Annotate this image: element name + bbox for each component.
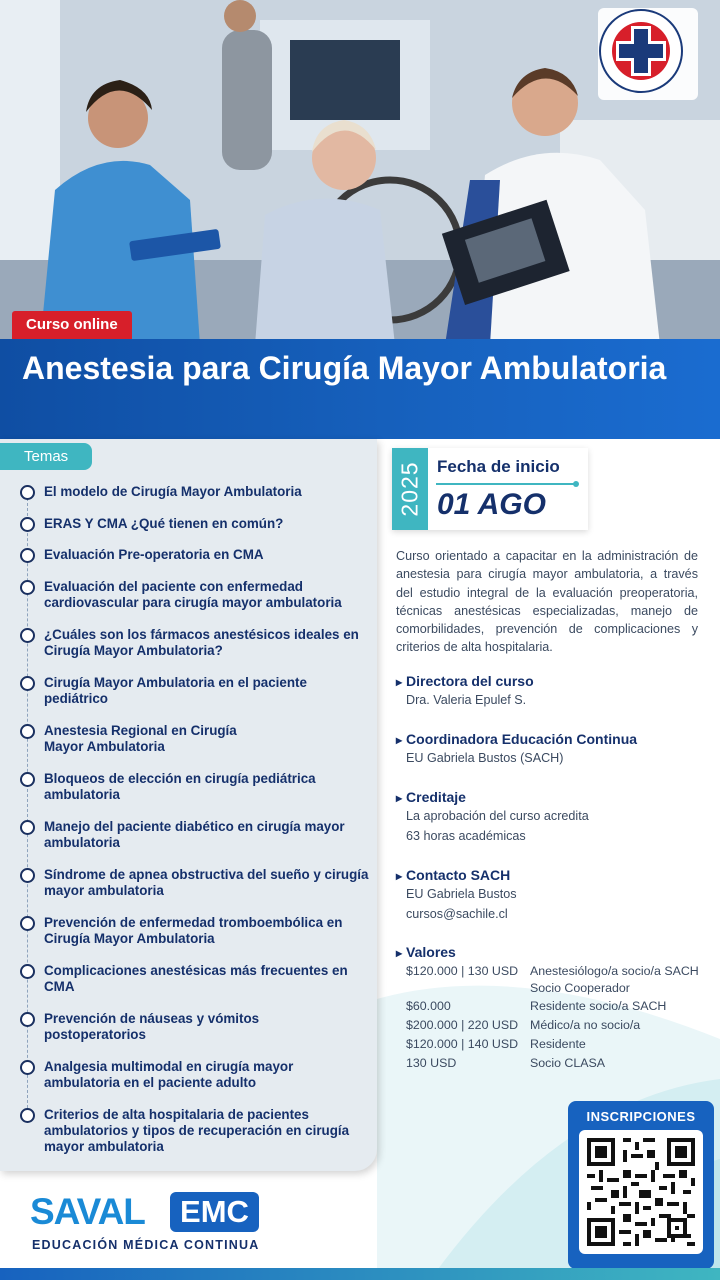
creditaje-line: La aprobación del curso acredita [406,809,589,823]
topic-item: Anestesia Regional en Cirugía Mayor Ambulatoria [20,723,370,755]
bullet-icon [20,1108,35,1123]
start-date-card [392,448,588,530]
bullet-icon [20,485,35,500]
creditaje-hours: 63 horas académicas [406,828,526,843]
topic-item: El modelo de Cirugía Mayor Ambulatoria [20,484,370,500]
coordinadora-heading: ▸ Coordinadora Educación Continua [396,730,716,749]
brand-emc: EMC [170,1192,259,1232]
inscripciones-label: INSCRIPCIONES [586,1109,696,1124]
year: 2025 [396,461,423,517]
topic-item: Cirugía Mayor Ambulatoria en el paciente pediátrico [20,675,370,707]
contacto-heading: ▸ Contacto SACH [396,866,716,885]
valores-heading: ▸ Valores [396,943,716,962]
contacto-section [396,866,716,924]
coordinadora-section [396,730,716,769]
bullet-icon [20,724,35,739]
sach-emblem-icon [598,8,684,94]
start-date-label: Fecha de inicio [437,457,560,476]
bullet-icon [20,580,35,595]
course-title: Anestesia para Cirugía Mayor Ambulatoria [22,350,667,386]
contacto-name: EU Gabriela Bustos [406,887,517,901]
bullet-icon [20,517,35,532]
bullet-icon [20,916,35,931]
topic-item: Síndrome de apnea obstructiva del sueño y cirugía mayor ambulatoria [20,867,370,899]
topic-item: ¿Cuáles son los fármacos anestésicos ideales en Cirugía Mayor Ambulatoria? [20,627,370,659]
topic-item: Bloqueos de elección en cirugía pediátrica ambulatoria [20,771,370,803]
directora-heading: ▸ Directora del curso [396,672,716,691]
bullet-icon [20,772,35,787]
contacto-email[interactable]: cursos@sachile.cl [406,906,508,921]
topic-item: Prevención de náuseas y vómitos postoperatorios [20,1011,370,1043]
topic-item: Manejo del paciente diabético en cirugía mayor ambulatoria [20,819,370,851]
sach-logo [598,8,698,100]
topic-item: Analgesia multimodal en cirugía mayor ambulatoria en el paciente adulto [20,1059,370,1091]
date-divider [436,483,576,485]
brand-tagline: EDUCACIÓN MÉDICA CONTINUA [32,1238,260,1252]
creditaje-heading: ▸ Creditaje [396,788,716,807]
coordinadora-name: EU Gabriela Bustos (SACH) [406,751,564,765]
topic-item: Evaluación del paciente con enfermedad cardiovascular para cirugía mayor ambulatoria [20,579,370,611]
qr-code-icon [587,1138,695,1246]
bullet-icon [20,676,35,691]
bullet-icon [20,1060,35,1075]
course-type-badge: Curso online [12,311,132,339]
temas-label: Temas [0,443,92,470]
directora-name: Dra. Valeria Epulef S. [406,693,527,707]
start-date-value: 01 AGO [437,488,546,521]
bottom-bar [0,1268,720,1280]
year-strip [392,448,428,530]
bullet-icon [20,548,35,563]
topic-item: Evaluación Pre-operatoria en CMA [20,547,370,563]
bullet-icon [20,820,35,835]
topic-item: Prevención de enfermedad tromboembólica en Cirugía Mayor Ambulatoria [20,915,370,947]
directora-section [396,672,716,711]
bullet-icon [20,964,35,979]
course-description: Curso orientado a capacitar en la administración de anestesia para cirugía mayor ambulatoria, a través del estudio integral de la evaluación preoperatoria, técnicas anestésicas especializadas, manejo de comorbilidades, prevención de complicaciones y criterios de alta hospitalaria. [396,549,698,655]
inscripciones-box[interactable] [568,1101,714,1269]
topic-item: Criterios de alta hospitalaria de pacientes ambulatorios y tipos de recuperación en cirugía mayor ambulatoria [20,1107,370,1155]
topic-item: ERAS Y CMA ¿Qué tienen en común? [20,516,370,532]
topic-item: Complicaciones anestésicas más frecuentes en CMA [20,963,370,995]
bullet-icon [20,868,35,883]
qr-code[interactable] [579,1130,703,1254]
creditaje-section [396,788,716,846]
brand-saval: SAVAL [30,1191,145,1232]
valores-section [396,943,716,962]
bullet-icon [20,1012,35,1027]
bullet-icon [20,628,35,643]
